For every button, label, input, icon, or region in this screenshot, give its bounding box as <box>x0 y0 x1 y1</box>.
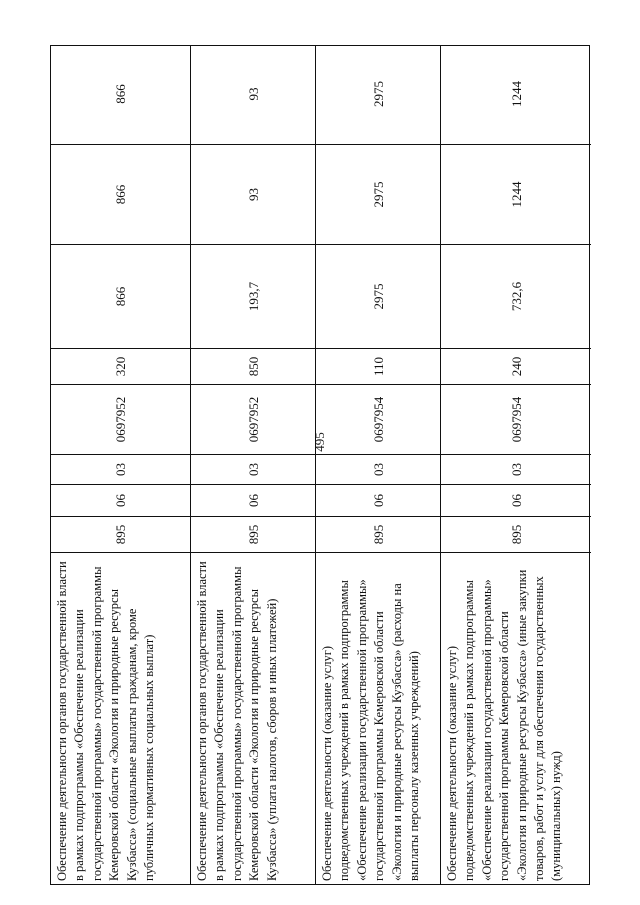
target-code: 0697952 <box>191 384 315 454</box>
expense-description: Обеспечение деятельности органов государственной власти в рамках подпрограммы «Обеспечение реализации государственной программы» государственной программы Кемеровской области «Экология и природные ресурсы Кузбасса» (уплата налогов, сборов и иных платежей) <box>191 552 315 884</box>
amount-year-2: 1244 <box>441 144 591 244</box>
amount-year-1: 193,7 <box>191 244 315 348</box>
amount-year-3: 866 <box>113 84 128 104</box>
amount-year-1: 732,6 <box>441 244 591 348</box>
ministry-code: 895 <box>191 516 315 552</box>
ministry-code: 895 <box>51 516 190 552</box>
ministry-code: 895 <box>441 516 591 552</box>
amount-year-3: 2975 <box>370 81 386 107</box>
ministry-code: 895 <box>316 516 440 552</box>
page-number: 495 <box>312 432 327 452</box>
expense-type-code: 110 <box>316 348 440 384</box>
expense-description: Обеспечение деятельности органов государственной власти в рамках подпрограммы «Обеспечение реализации государственной программы» государственной программы Кемеровской области «Экология и природные ресурсы Кузбасса» (социальные выплаты гражданам, кроме публичных нормативных социальных выплат) <box>51 552 190 884</box>
amount-year-1: 2975 <box>316 244 440 348</box>
amount-year-3: 93 <box>245 87 261 101</box>
table-row <box>441 46 591 884</box>
subsection-code: 03 <box>441 454 591 484</box>
target-code: 0697954 <box>316 384 440 454</box>
subsection-code: 03 <box>51 454 190 484</box>
section-code: 06 <box>191 484 315 516</box>
section-code: 06 <box>316 484 440 516</box>
budget-table <box>50 45 590 885</box>
amount-year-2: 93 <box>191 144 315 244</box>
expense-description: Обеспечение деятельности (оказание услуг) подведомственных учреждений в рамках подпрограммы «Обеспечение реализации государственной программы» государственной программы Кемеровской области «Экология и природные ресурсы Кузбасса» (расходы на выплаты персоналу казенных учреждений) <box>316 552 440 884</box>
table-row <box>316 46 441 884</box>
expense-type-code: 850 <box>191 348 315 384</box>
subsection-code: 03 <box>191 454 315 484</box>
amount-year-3: 1244 <box>508 81 524 107</box>
expense-type-code: 240 <box>441 348 591 384</box>
table-row <box>191 46 316 884</box>
section-code: 06 <box>51 484 190 516</box>
amount-year-1: 866 <box>51 244 190 348</box>
subsection-code: 03 <box>316 454 440 484</box>
target-code: 0697952 <box>51 384 190 454</box>
expense-type-code: 320 <box>51 348 190 384</box>
expense-description: Обеспечение деятельности (оказание услуг) подведомственных учреждений в рамках подпрограммы «Обеспечение реализации государственной программы» государственной программы Кемеровской области «Экология и природные ресурсы Кузбасса» (иные закупки товаров, работ и услуг для обеспечения государственных (муниципальных) нужд) <box>441 552 591 884</box>
amount-year-2: 866 <box>51 144 190 244</box>
target-code: 0697954 <box>441 384 591 454</box>
section-code: 06 <box>441 484 591 516</box>
table-row <box>51 46 191 884</box>
amount-year-2: 2975 <box>316 144 440 244</box>
